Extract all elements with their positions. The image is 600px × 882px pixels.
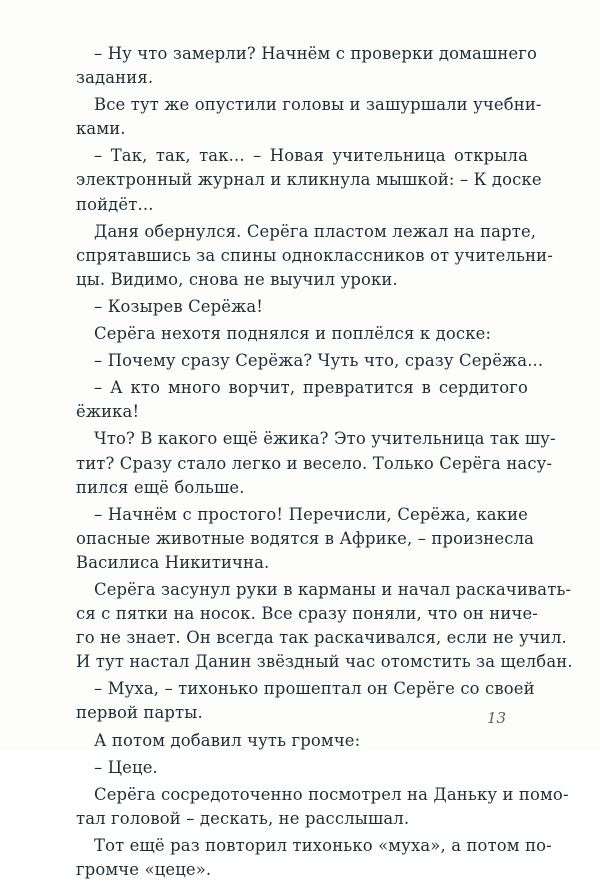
text-line: ками. bbox=[76, 119, 126, 139]
text-line: Тот ещё раз повторил тихонько «муха», а потом по- bbox=[94, 835, 552, 855]
paragraph bbox=[76, 427, 556, 499]
text-line: тит? Сразу стало легко и весело. Только Серёга насу- bbox=[76, 453, 553, 473]
text-line: – Ну что замерли? Начнём с проверки домашнего bbox=[94, 44, 538, 63]
text-line: А потом добавил чуть громче: bbox=[94, 730, 361, 750]
text-line: громче «цеце». bbox=[76, 860, 212, 879]
paragraph bbox=[76, 322, 528, 346]
text-line: – Так, так, так... – Новая учительница открыла bbox=[94, 146, 528, 166]
paragraph bbox=[76, 93, 542, 141]
text-line: цы. Видимо, снова не выучил уроки. bbox=[76, 269, 398, 289]
text-line: – Цеце. bbox=[94, 757, 158, 777]
text-line: пойдёт... bbox=[76, 194, 154, 214]
text-line: Все тут же опустили головы и зашуршали учебни- bbox=[94, 95, 542, 115]
paragraph bbox=[76, 42, 538, 90]
text-line: пился ещё больше. bbox=[76, 477, 245, 497]
paragraph bbox=[76, 756, 528, 780]
paragraph bbox=[76, 220, 553, 292]
paragraph bbox=[76, 834, 552, 882]
paragraph bbox=[76, 783, 569, 831]
paragraph bbox=[76, 578, 573, 674]
text-line: го не знает. Он всегда так раскачивался, если не учил. bbox=[76, 628, 567, 648]
text-line: электронный журнал и кликнула мышкой: – К доске bbox=[76, 170, 542, 190]
paragraph bbox=[76, 295, 528, 319]
text-line: задания. bbox=[76, 68, 154, 88]
text-line: Серёга нехотя поднялся и поплёлся к доске: bbox=[94, 324, 492, 344]
text-line: И тут настал Данин звёздный час отомстить за щелбан. bbox=[76, 652, 573, 672]
text-line: – Начнём с простого! Перечисли, Серёжа, какие bbox=[94, 504, 528, 524]
text-line: тал головой – дескать, не расслышал. bbox=[76, 808, 410, 828]
paragraph bbox=[76, 376, 528, 424]
text-line: первой парты. bbox=[76, 703, 203, 723]
body-text bbox=[76, 42, 573, 882]
paragraph bbox=[76, 729, 528, 753]
text-line: ся с пятки на носок. Все сразу поняли, что он ниче- bbox=[76, 604, 538, 624]
text-line: спрятавшись за спины одноклассников от учительни- bbox=[76, 245, 553, 265]
paragraph bbox=[76, 503, 535, 575]
text-line: Серёга сосредоточенно посмотрел на Даньку и помо- bbox=[94, 784, 569, 804]
page-number: 13 bbox=[487, 709, 507, 727]
text-line: – Козырев Серёжа! bbox=[94, 296, 263, 316]
paragraph bbox=[76, 677, 535, 725]
text-line: ёжика! bbox=[76, 402, 140, 422]
text-line: – Муха, – тихонько прошептал он Серёге со своей bbox=[94, 679, 535, 699]
text-line: Что? В какого ещё ёжика? Это учительница так шу- bbox=[94, 429, 556, 449]
paragraph bbox=[76, 144, 542, 216]
text-line: Василиса Никитична. bbox=[76, 552, 270, 572]
text-line: Даня обернулся. Серёга пластом лежал на парте, bbox=[94, 221, 537, 241]
text-line: – А кто много ворчит, превратится в сердитого bbox=[94, 378, 528, 398]
text-line: опасные животные водятся в Африке, – произнесла bbox=[76, 528, 535, 548]
paragraph bbox=[76, 349, 544, 373]
text-line: – Почему сразу Серёжа? Чуть что, сразу Серёжа... bbox=[94, 351, 544, 371]
text-line: Серёга засунул руки в карманы и начал раскачивать- bbox=[94, 579, 572, 599]
